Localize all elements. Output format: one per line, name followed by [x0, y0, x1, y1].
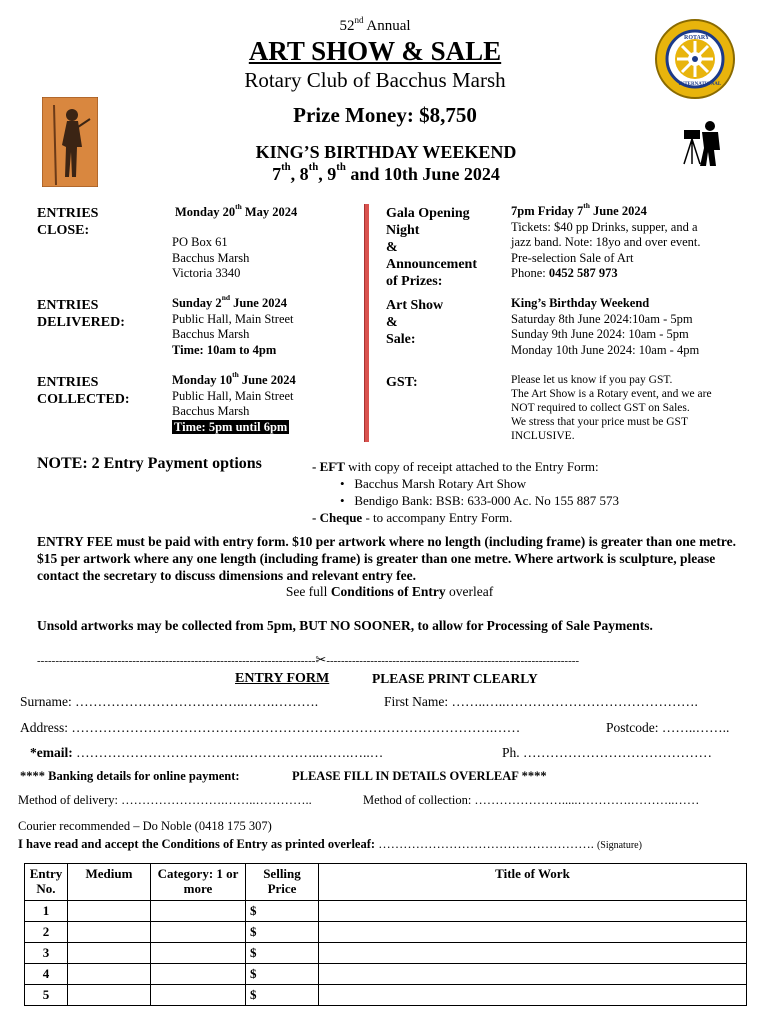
- gst-details: Please let us know if you pay GST. The Art Show is a Rotary event, and we are NOT required to collect GST on Sales. We stress that your price must be GST INCLUSIVE.: [511, 374, 712, 442]
- annual-suffix: nd: [354, 15, 364, 25]
- category-cell[interactable]: [151, 943, 246, 964]
- firstname-field[interactable]: First Name: ……..…..…………………………………….: [384, 694, 698, 709]
- annual-line: [300, 15, 450, 35]
- price-cell[interactable]: $: [246, 964, 319, 985]
- title-cell[interactable]: [319, 922, 747, 943]
- rotary-text-bottom: INTERNATIONAL: [678, 82, 722, 87]
- header-title-of-work: Title of Work: [319, 864, 747, 901]
- conditions-reference: See full Conditions of Entry overleaf: [285, 584, 494, 599]
- entry-table: [24, 863, 747, 1006]
- header-entry-no: Entry No.: [25, 864, 68, 901]
- payment-options: - EFT with copy of receipt attached to the Entry Form: • Bacchus Marsh Rotary Art Show • Bendigo Bank: BSB: 633-000 Ac. No 155 887 573 - Cheque - to accompany Entry Form.: [312, 459, 620, 525]
- prize-money: Prize Money: $8,750: [293, 103, 477, 127]
- header-selling-price: Selling Price: [246, 864, 319, 901]
- category-cell[interactable]: [151, 901, 246, 922]
- weekend-dates: 7th, 8th, 9th and 10th June 2024: [272, 161, 500, 184]
- bullet-bank-account-name: Bacchus Marsh Rotary Art Show: [354, 476, 527, 491]
- medium-cell[interactable]: [68, 964, 151, 985]
- entry-number: 5: [25, 985, 68, 1006]
- print-clearly: PLEASE PRINT CLEARLY: [372, 671, 538, 686]
- medium-cell[interactable]: [68, 901, 151, 922]
- cut-line: ----------------------------------------------------------------------------✂---------------------------------------------------------------------: [37, 652, 580, 667]
- category-cell[interactable]: [151, 964, 246, 985]
- delivery-method-field[interactable]: Method of delivery: …………………….……..…………..: [18, 793, 312, 807]
- gst-label: GST:: [386, 375, 418, 390]
- accept-conditions: I have read and accept the Conditions of Entry as printed overleaf: ……………………………………………. (Signature): [18, 837, 642, 851]
- entry-number: 1: [25, 901, 68, 922]
- table-row: [25, 985, 747, 1006]
- header-medium: Medium: [68, 864, 151, 901]
- entry-number: 4: [25, 964, 68, 985]
- address-field[interactable]: Address: ………………………………………………………………………………….……: [20, 720, 521, 735]
- gala-label: Gala Opening Night & Announcement of Prizes:: [386, 206, 478, 289]
- entry-form-title: ENTRY FORM: [235, 671, 330, 686]
- entry-number: 2: [25, 922, 68, 943]
- rotary-logo: [654, 18, 736, 100]
- price-cell[interactable]: $: [246, 922, 319, 943]
- annual-number: 52: [339, 18, 355, 34]
- price-cell[interactable]: $: [246, 901, 319, 922]
- header-category: Category: 1 or more: [151, 864, 246, 901]
- phone-field[interactable]: Ph. ……………………………………: [502, 745, 713, 760]
- entries-delivered-label: ENTRIES DELIVERED:: [37, 298, 125, 330]
- medium-cell[interactable]: [68, 985, 151, 1006]
- table-row: [25, 943, 747, 964]
- price-cell[interactable]: $: [246, 985, 319, 1006]
- unsold-notice: Unsold artworks may be collected from 5pm, BUT NO SOONER, to allow for Processing of Sale Payments.: [37, 618, 653, 633]
- entries-collected-details: Monday 10th June 2024 Public Hall, Main Street Bacchus Marsh Time: 5pm until 6pm: [172, 370, 296, 434]
- postcode-field[interactable]: Postcode: ……..……..: [606, 720, 730, 735]
- collected-time-highlight: Time: 5pm until 6pm: [174, 419, 288, 434]
- page-title: ART SHOW & SALE: [248, 36, 502, 66]
- photographer-icon: [680, 120, 728, 166]
- email-field[interactable]: *email: ………………………………..……………..…….…..…: [30, 745, 384, 760]
- entry-fee-text: ENTRY FEE must be paid with entry form. $10 per artwork where no length (including frame) is greater than one metre. $15 per artwork where any one length (including frame) is greater than one metre. Where artwork is sculpture, please contact the secretary to discuss dimensions and relevant entry fee.: [37, 534, 736, 583]
- entries-close-label: ENTRIES CLOSE:: [37, 206, 99, 238]
- scissors-icon: ✂: [315, 652, 327, 667]
- entries-close-address: PO Box 61 Bacchus Marsh Victoria 3340: [172, 235, 250, 280]
- bullet-bank-details: Bendigo Bank: BSB: 633-000 Ac. No 155 887 573: [354, 493, 620, 508]
- category-cell[interactable]: [151, 985, 246, 1006]
- entries-delivered-details: Sunday 2nd June 2024 Public Hall, Main Street Bacchus Marsh Time: 10am to 4pm: [172, 293, 294, 357]
- medium-cell[interactable]: [68, 943, 151, 964]
- table-header-row: [25, 864, 747, 901]
- gala-phone: 0452 587 973: [548, 266, 618, 280]
- entries-collected-label: ENTRIES COLLECTED:: [37, 375, 130, 407]
- banking-instruction: PLEASE FILL IN DETAILS OVERLEAF ****: [292, 769, 547, 783]
- medium-cell[interactable]: [68, 922, 151, 943]
- vertical-divider: [364, 204, 369, 442]
- title-cell[interactable]: [319, 901, 747, 922]
- price-cell[interactable]: $: [246, 943, 319, 964]
- collection-method-field[interactable]: Method of collection: ………………….....………….………..……: [363, 793, 700, 807]
- weekend-title: KING’S BIRTHDAY WEEKEND: [255, 142, 517, 162]
- club-name: Rotary Club of Bacchus Marsh: [244, 68, 506, 92]
- table-row: [25, 901, 747, 922]
- artwork-figure-image: [42, 97, 98, 187]
- gala-details: 7pm Friday 7th June 2024 Tickets: $40 pp Drinks, supper, and a jazz band. Note: 18yo and over event. Pre-selection Sale of Art Phone: 0452 587 973: [511, 201, 701, 280]
- table-row: [25, 922, 747, 943]
- rotary-text-top: ROTARY: [684, 35, 710, 41]
- title-cell[interactable]: [319, 964, 747, 985]
- annual-word: Annual: [366, 18, 411, 34]
- signature-field[interactable]: …………………………………………….: [378, 837, 594, 851]
- entries-close-date: Monday 20th May 2024: [175, 202, 298, 219]
- table-row: [25, 964, 747, 985]
- surname-field[interactable]: Surname: ………………………………..…….……….: [20, 694, 319, 709]
- entry-number: 3: [25, 943, 68, 964]
- title-cell[interactable]: [319, 985, 747, 1006]
- title-cell[interactable]: [319, 943, 747, 964]
- art-show-label: Art Show & Sale:: [386, 298, 444, 347]
- banking-label: **** Banking details for online payment:: [20, 769, 240, 783]
- payment-note: NOTE: 2 Entry Payment options: [37, 455, 262, 472]
- art-show-details: King’s Birthday Weekend Saturday 8th June 2024:10am - 5pm Sunday 9th June 2024: 10am - 5pm Monday 10th June 2024: 10am - 4pm: [511, 296, 700, 357]
- courier-note: Courier recommended – Do Noble (0418 175 307): [18, 819, 272, 833]
- category-cell[interactable]: [151, 922, 246, 943]
